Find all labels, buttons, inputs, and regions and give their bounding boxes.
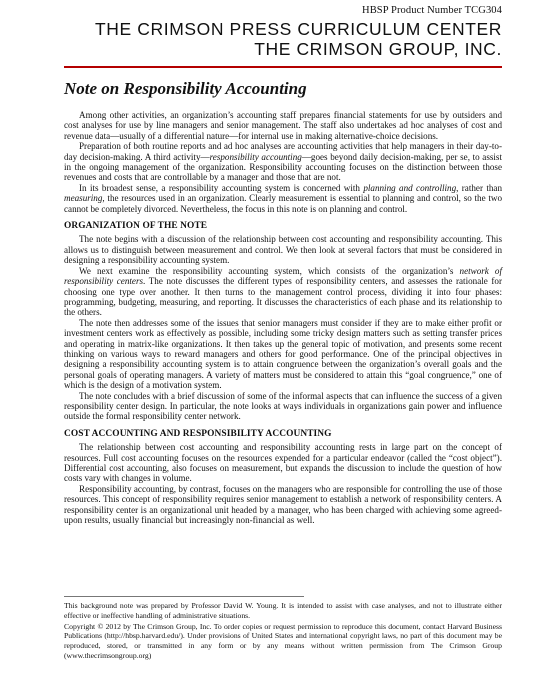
section2-paragraph-1: The relationship between cost accounting and responsibility accounting rests in large part on the concept of resources. Full cost accounting focuses on the resources expended for a particular endeavor (called the “cost object”). Differential cost accounting, also focuses on measurement, but expands the discussion to include the question of how costs vary with changes in volume. xyxy=(64,442,502,484)
text-run: , rather than xyxy=(456,182,502,193)
section1-paragraph-1: The note begins with a discussion of the relationship between cost accounting and responsibility accounting. This allows us to distinguish between measurement and control. We then look at several factors that must be considered in designing a responsibility accounting system. xyxy=(64,234,502,266)
emphasis-text: responsibility accounting xyxy=(209,151,302,162)
section1-paragraph-2 xyxy=(64,266,502,318)
emphasis-text: planning and controlling xyxy=(363,182,457,193)
masthead-line-2: THE CRIMSON GROUP, INC. xyxy=(254,39,502,59)
emphasis-text: network of responsibility centers xyxy=(64,265,502,287)
document-body xyxy=(64,110,502,525)
masthead-line-1: THE CRIMSON PRESS CURRICULUM CENTER xyxy=(95,19,502,39)
publisher-masthead xyxy=(95,19,502,59)
text-run: Preparation of both routine reports and ad hoc analyses are accounting activities that help managers in their day-to-day decision-making. A third activity— xyxy=(64,141,502,162)
header-divider xyxy=(64,66,502,68)
text-run: —goes beyond daily decision-making, per se, to assist in the ongoing management of the organization. Responsibility accounting focuses on the distinction between those revenues and costs that are controllable by a manager and those that are not. xyxy=(64,151,502,183)
section-heading-cost-accounting: COST ACCOUNTING AND RESPONSIBILITY ACCOUNTING xyxy=(64,428,332,439)
section2-paragraph-2: Responsibility accounting, by contrast, focuses on the managers who are responsible for controlling the use of those resources. This concept of responsibility requires senior management to establish a network of responsibility centers. A responsibility center is an organizational unit headed by a manager, who has been charged with achieving some agreed-upon results, usually financial but increasingly non-financial as well. xyxy=(64,483,502,526)
section1-paragraph-4: The note concludes with a brief discussion of some of the informal aspects that can influence the success of a given responsibility center design. In particular, the note looks at ways individuals in organizations gain power and influence outside the formal responsibility center network. xyxy=(64,390,502,422)
copyright-notice: Copyright © 2012 by The Crimson Group, Inc. To order copies or request permission to reproduce this document, contact Harvard Business Publications (http://hbsp.harvard.edu/). Under provisions of United States and international copyright laws, no part of this document may be reproduced, stored, or transmitted in any form or by any means without written permission from The Crimson Group (www.thecrimsongroup.org) xyxy=(64,621,502,660)
section1-paragraph-3: The note then addresses some of the issues that senior managers must consider if they are to make either profit or investment centers work as effectively as possible, including some tricky design matters such as setting transfer prices and operating in matrix-like organizations. It then takes up the general topic of motivation, and presents some recent thinking on various ways to reward managers and others for good performance. One of the principal objectives in designing a responsibility accounting system is to attain congruence between the organization’s overall goals and the personal goals of operating managers. A variety of matters must be considered to attain this “goal congruence,” one of which is the design of a motivation system. xyxy=(64,317,502,391)
document-title: Note on Responsibility Accounting xyxy=(64,79,307,98)
emphasis-text: measuring xyxy=(64,193,103,204)
footnote-divider xyxy=(64,596,304,597)
preparation-note: This background note was prepared by Professor David W. Young. It is intended to assist with case analyses, and not to illustrate either effective or ineffective handling of administrative situations. xyxy=(64,601,502,620)
footnote xyxy=(64,601,502,661)
product-number: HBSP Product Number TCG304 xyxy=(362,5,502,16)
intro-paragraph-3 xyxy=(64,183,502,214)
text-run: We next examine the responsibility accounting system, which consists of the organization’s xyxy=(79,265,460,276)
text-run: . The note discusses the different types of responsibility centers, and assesses the rationale for choosing one type over another. It then turns to the management control process, dividing it into four phases: programming, budgeting, measuring, and reporting. It discusses the characteristics of each phase and its relationship to the others. xyxy=(64,276,502,318)
section-heading-organization: ORGANIZATION OF THE NOTE xyxy=(64,221,208,232)
intro-paragraph-1: Among other activities, an organization’s accounting staff prepares financial statements for use by outsiders and cost analyses for use by line managers and senior management. The staff also undertakes ad hoc analyses of cost and revenue data—usually of a differential nature—for internal use in making alternative-choice decisions. xyxy=(64,110,502,141)
intro-paragraph-2 xyxy=(64,141,502,183)
text-run: In its broadest sense, a responsibility accounting system is concerned with xyxy=(79,182,364,193)
text-run: , the resources used in an organization. Clearly measurement is essential to planning and control, so the two cannot be completely divorced. Nevertheless, the focus in this note is on planning and control. xyxy=(64,193,502,214)
